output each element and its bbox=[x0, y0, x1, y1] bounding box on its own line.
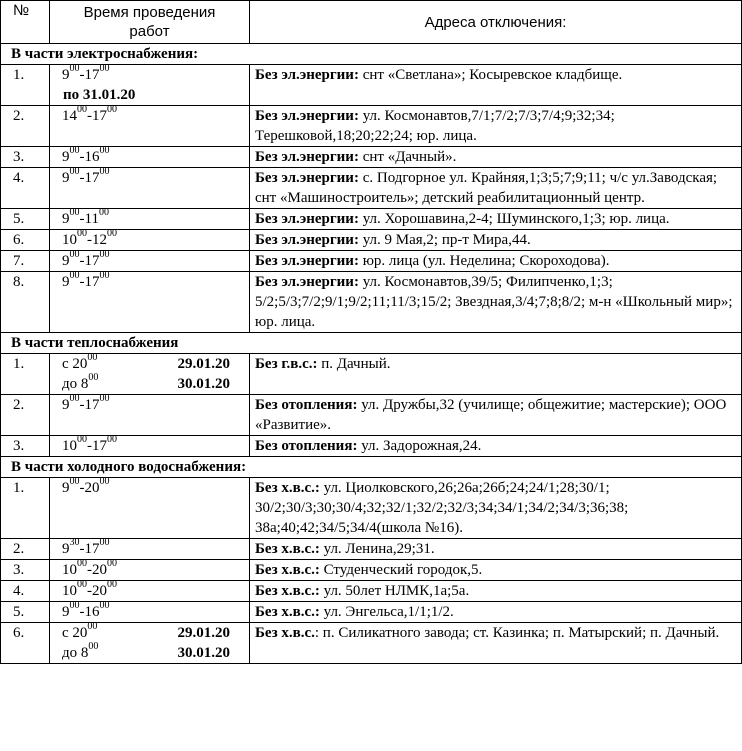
outage-type-label: Без отопления: bbox=[255, 397, 358, 413]
time-range: $10^{00}-20^{00}$ bbox=[62, 558, 117, 578]
outage-type-label: Без х.в.с.: bbox=[255, 480, 320, 496]
row-addresses bbox=[250, 230, 742, 251]
address-list: ул. Задорожная,24. bbox=[357, 438, 482, 454]
time-start-minutes: 00 bbox=[77, 228, 87, 239]
time-from bbox=[62, 623, 244, 643]
row-addresses bbox=[250, 147, 742, 168]
row-addresses bbox=[250, 106, 742, 147]
address-list: п. Дачный. bbox=[317, 356, 391, 372]
address-list: ул. Дружбы,32 (училище; общежитие; мастерские); ООО «Развитие». bbox=[255, 397, 727, 433]
row-addresses bbox=[250, 539, 742, 560]
section-row bbox=[1, 333, 742, 354]
time-start-minutes: 00 bbox=[69, 207, 80, 218]
outage-type-label: Без эл.энергии: bbox=[255, 170, 359, 186]
time-to-label: до $8^{00}$ bbox=[62, 372, 99, 392]
time-end-minutes: 00 bbox=[98, 207, 109, 218]
outage-type-label: Без эл.энергии: bbox=[255, 149, 359, 165]
time-until: по 31.01.20 bbox=[63, 87, 136, 103]
address-list: снт «Дачный». bbox=[358, 149, 457, 165]
address-list: Студенческий городок,5. bbox=[319, 562, 483, 578]
time-start-minutes: 30 bbox=[69, 537, 80, 548]
time-range: $9^{00}-17^{00}$ bbox=[62, 63, 110, 83]
row-addresses bbox=[250, 581, 742, 602]
address-list: ул. Циолковского,26;26а;26б;24;24/1;28;30/1; 30/2;30/3;30;30/4;32;32/1;32/2;32/3;34;34/1;34/2;34/3;36;38; 38а;40;42;34/5;34/4(школа №16). bbox=[255, 480, 629, 536]
outage-type-label: Без х.в.с.: bbox=[255, 583, 320, 599]
row-addresses bbox=[250, 65, 742, 106]
row-time bbox=[50, 395, 250, 436]
address-list: юр. лица (ул. Неделина; Скороходова). bbox=[358, 253, 610, 269]
outage-type-label: Без эл.энергии: bbox=[255, 211, 359, 227]
table-row bbox=[1, 230, 742, 251]
time-end-minutes: 00 bbox=[99, 145, 110, 156]
time-start-minutes: 00 bbox=[69, 600, 80, 611]
header-time bbox=[50, 1, 250, 44]
row-addresses bbox=[250, 623, 742, 664]
section-title: В части теплоснабжения bbox=[1, 333, 742, 354]
section-row bbox=[1, 44, 742, 65]
row-addresses bbox=[250, 168, 742, 209]
row-number: 6. bbox=[1, 230, 50, 251]
time-range: $9^{00}-17^{00}$ bbox=[62, 393, 110, 413]
row-number: 4. bbox=[1, 581, 50, 602]
time-from-label: с $20^{00}$ bbox=[62, 621, 98, 641]
row-number: 2. bbox=[1, 106, 50, 147]
time-range: $10^{00}-20^{00}$ bbox=[62, 579, 117, 599]
address-list: ул. Космонавтов,7/1;7/2;7/3;7/4;9;32;34; Терешковой,18;20;22;24; юр. лица. bbox=[255, 108, 615, 144]
address-list: ул. Хорошавина,2-4; Шуминского,1;3; юр. лица. bbox=[358, 211, 670, 227]
row-number: 3. bbox=[1, 147, 50, 168]
time-range: $9^{00}-16^{00}$ bbox=[62, 600, 110, 620]
time-range: $10^{00}-17^{00}$ bbox=[62, 434, 117, 454]
table-row bbox=[1, 354, 742, 395]
time-start-minutes: 00 bbox=[69, 63, 80, 74]
row-time bbox=[50, 272, 250, 333]
time-range: $10^{00}-12^{00}$ bbox=[62, 228, 117, 248]
row-addresses bbox=[250, 354, 742, 395]
time-to bbox=[62, 374, 244, 394]
row-number: 1. bbox=[1, 354, 50, 395]
time-end-minutes: 00 bbox=[99, 393, 110, 404]
row-time bbox=[50, 478, 250, 539]
time-end-minutes: 00 bbox=[107, 104, 117, 115]
time-end-minutes: 00 bbox=[99, 63, 110, 74]
row-number: 4. bbox=[1, 168, 50, 209]
time-to-minutes: 00 bbox=[88, 372, 99, 383]
table-row bbox=[1, 168, 742, 209]
time-end-minutes: 00 bbox=[99, 166, 110, 177]
row-number: 2. bbox=[1, 395, 50, 436]
row-number: 1. bbox=[1, 65, 50, 106]
table-row bbox=[1, 478, 742, 539]
row-number: 1. bbox=[1, 478, 50, 539]
time-range: $9^{00}-17^{00}$ bbox=[62, 249, 110, 269]
row-time bbox=[50, 560, 250, 581]
header-row bbox=[1, 1, 742, 44]
time-from-label: с $20^{00}$ bbox=[62, 352, 98, 372]
time-end-minutes: 00 bbox=[107, 228, 117, 239]
time-from-minutes: 00 bbox=[87, 352, 98, 363]
section-title: В части холодного водоснабжения: bbox=[1, 457, 742, 478]
row-time bbox=[50, 539, 250, 560]
time-end-minutes: 00 bbox=[99, 537, 110, 548]
time-range: $9^{00}-20^{00}$ bbox=[62, 476, 110, 496]
time-start-minutes: 00 bbox=[69, 145, 80, 156]
row-addresses bbox=[250, 209, 742, 230]
time-to bbox=[62, 643, 244, 663]
address-list: ул. 50лет НЛМК,1а;5а. bbox=[319, 583, 470, 599]
time-end-minutes: 00 bbox=[99, 600, 110, 611]
outage-type-label: Без эл.энергии: bbox=[255, 67, 359, 83]
time-end-minutes: 00 bbox=[107, 579, 117, 590]
row-time bbox=[50, 106, 250, 147]
outage-type-label: Без эл.энергии: bbox=[255, 274, 359, 290]
row-time bbox=[50, 581, 250, 602]
time-start-minutes: 00 bbox=[77, 434, 87, 445]
table-row bbox=[1, 251, 742, 272]
row-number: 2. bbox=[1, 539, 50, 560]
row-addresses bbox=[250, 251, 742, 272]
header-time-line1: Время проведения bbox=[83, 4, 216, 21]
row-number: 8. bbox=[1, 272, 50, 333]
time-to-minutes: 00 bbox=[88, 641, 99, 652]
outage-type-label: Без х.в.с.: bbox=[255, 604, 320, 620]
address-list: снт «Светлана»; Косыревское кладбище. bbox=[358, 67, 623, 83]
time-range: $9^{30}-17^{00}$ bbox=[62, 537, 110, 557]
row-time bbox=[50, 436, 250, 457]
row-time bbox=[50, 147, 250, 168]
time-start-minutes: 00 bbox=[69, 270, 80, 281]
time-to-date: 30.01.20 bbox=[177, 376, 230, 392]
time-from-date: 29.01.20 bbox=[177, 356, 230, 372]
row-time bbox=[50, 209, 250, 230]
time-start-minutes: 00 bbox=[69, 393, 80, 404]
row-number: 3. bbox=[1, 436, 50, 457]
time-end-minutes: 00 bbox=[107, 558, 117, 569]
row-time bbox=[50, 230, 250, 251]
outage-type-label: Без эл.энергии: bbox=[255, 108, 359, 124]
time-end-minutes: 00 bbox=[99, 249, 110, 260]
address-list: с. Подгорное ул. Крайняя,1;3;5;7;9;11; ч/с ул.Заводская; снт «Машиностроитель»; детский реабилитационный центр. bbox=[255, 170, 718, 206]
table-row bbox=[1, 272, 742, 333]
time-end-minutes: 00 bbox=[99, 270, 110, 281]
table-row bbox=[1, 209, 742, 230]
address-list: ул. 9 Мая,2; пр-т Мира,44. bbox=[358, 232, 531, 248]
time-end-minutes: 00 bbox=[107, 434, 117, 445]
row-number: 5. bbox=[1, 602, 50, 623]
table-row bbox=[1, 539, 742, 560]
row-addresses bbox=[250, 436, 742, 457]
outage-type-label: Без х.в.с.: bbox=[255, 562, 320, 578]
address-list: п. Силикатного завода; ст. Казинка; п. Матырский; п. Дачный. bbox=[319, 625, 720, 641]
row-time bbox=[50, 251, 250, 272]
address-list: ул. Ленина,29;31. bbox=[319, 541, 435, 557]
time-range: $9^{00}-11^{00}$ bbox=[62, 207, 109, 227]
time-from-date: 29.01.20 bbox=[177, 625, 230, 641]
row-time bbox=[50, 602, 250, 623]
table-row bbox=[1, 436, 742, 457]
time-to-label: до $8^{00}$ bbox=[62, 641, 99, 661]
row-addresses bbox=[250, 272, 742, 333]
header-addresses: Адреса отключения: bbox=[250, 1, 742, 44]
table-row bbox=[1, 65, 742, 106]
table-row bbox=[1, 106, 742, 147]
time-start-minutes: 00 bbox=[69, 249, 80, 260]
time-from-minutes: 00 bbox=[87, 621, 98, 632]
time-start-minutes: 00 bbox=[77, 558, 87, 569]
outage-type-label: Без отопления: bbox=[255, 438, 358, 454]
row-number: 3. bbox=[1, 560, 50, 581]
row-number: 6. bbox=[1, 623, 50, 664]
table-row bbox=[1, 623, 742, 664]
address-list: ул. Космонавтов,39/5; Филипченко,1;3; 5/2;5/3;7/2;9/1;9/2;11;11/3;15/2; Звездная,3/4;7;8;8/2; м-н «Школьный мир»; юр. лица. bbox=[255, 274, 733, 330]
time-range: $9^{00}-17^{00}$ bbox=[62, 166, 110, 186]
time-start-minutes: 00 bbox=[69, 166, 80, 177]
table-row bbox=[1, 581, 742, 602]
outage-type-label: Без х.в.с.: bbox=[255, 541, 320, 557]
table-body bbox=[1, 44, 742, 664]
time-range: $9^{00}-17^{00}$ bbox=[62, 270, 110, 290]
row-time bbox=[50, 65, 250, 106]
section-title: В части электроснабжения: bbox=[1, 44, 742, 65]
header-time-line2: работ bbox=[129, 23, 170, 40]
time-range: $9^{00}-16^{00}$ bbox=[62, 145, 110, 165]
table-row bbox=[1, 395, 742, 436]
outage-type-label: Без г.в.с.: bbox=[255, 356, 318, 372]
outage-type-label: Без эл.энергии: bbox=[255, 232, 359, 248]
row-addresses bbox=[250, 560, 742, 581]
outage-type-colon: : bbox=[314, 625, 320, 641]
row-number: 7. bbox=[1, 251, 50, 272]
table-row bbox=[1, 560, 742, 581]
section-row bbox=[1, 457, 742, 478]
row-time bbox=[50, 623, 250, 664]
header-number: № bbox=[1, 1, 50, 44]
row-time bbox=[50, 168, 250, 209]
row-time bbox=[50, 354, 250, 395]
row-addresses bbox=[250, 395, 742, 436]
table-row bbox=[1, 147, 742, 168]
time-start-minutes: 00 bbox=[77, 104, 87, 115]
row-addresses bbox=[250, 478, 742, 539]
time-to-date: 30.01.20 bbox=[177, 645, 230, 661]
address-list: ул. Энгельса,1/1;1/2. bbox=[319, 604, 454, 620]
time-range: $14^{00}-17^{00}$ bbox=[62, 104, 117, 124]
time-end-minutes: 00 bbox=[99, 476, 110, 487]
outage-type-label: Без х.в.с. bbox=[255, 625, 315, 641]
row-number: 5. bbox=[1, 209, 50, 230]
table-row bbox=[1, 602, 742, 623]
time-start-minutes: 00 bbox=[69, 476, 80, 487]
time-start-minutes: 00 bbox=[77, 579, 87, 590]
row-addresses bbox=[250, 602, 742, 623]
time-from bbox=[62, 354, 244, 374]
outage-type-label: Без эл.энергии: bbox=[255, 253, 359, 269]
